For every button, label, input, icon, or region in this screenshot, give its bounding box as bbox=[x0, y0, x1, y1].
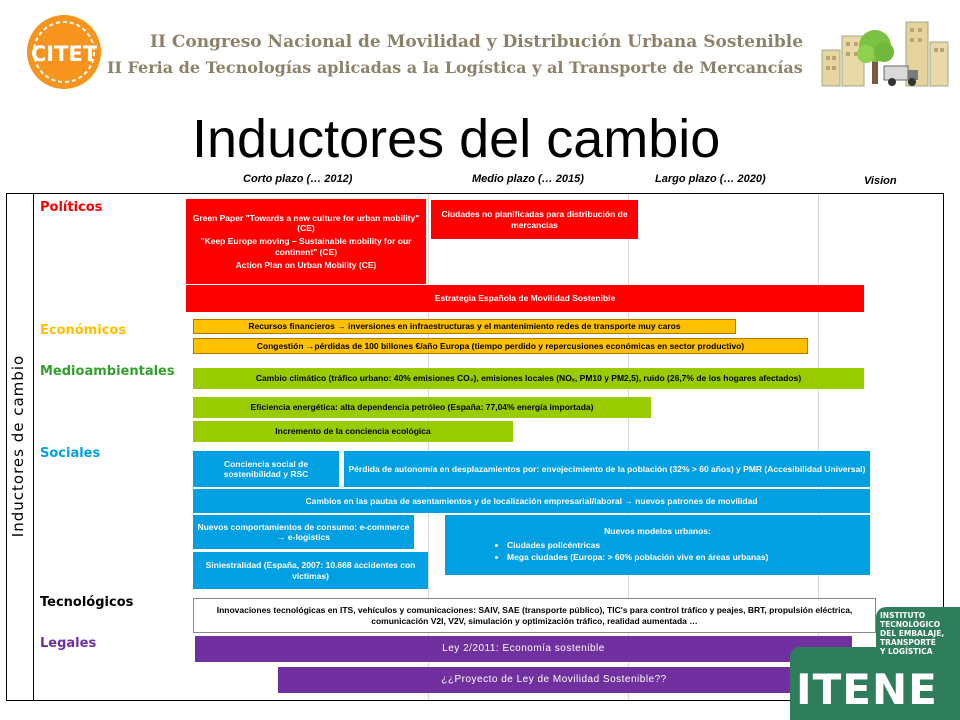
itene-line: TRANSPORTE bbox=[880, 638, 936, 647]
category-sociales: Sociales bbox=[40, 446, 101, 461]
itene-name: ITENE bbox=[796, 665, 938, 714]
box-proyecto-ley-movilidad: ¿¿Proyecto de Ley de Movilidad Sostenible?? bbox=[278, 667, 830, 693]
category-politicos: Políticos bbox=[40, 200, 103, 215]
itene-line: INSTITUTO bbox=[880, 611, 926, 620]
box-green-paper: Green Paper "Towards a new culture for urban mobility" (CE) bbox=[192, 213, 420, 234]
column-short-term: Corto plazo (… 2012) bbox=[243, 173, 353, 185]
citet-logo-text: CITET bbox=[30, 42, 98, 66]
box-estrategia-espanola: Estrategia Española de Movilidad Sostenible bbox=[186, 285, 864, 312]
box-action-plan: Action Plan on Urban Mobility (CE) bbox=[235, 259, 377, 270]
box-recursos-financieros: Recursos financieros → inversiones en infraestructuras y el mantenimiento redes de transporte muy caros bbox=[193, 319, 736, 334]
category-medioambientales: Medioambientales bbox=[40, 364, 175, 379]
box-cambio-climatico: Cambio climático (tráfico urbano: 40% emisiones CO₂), emisiones locales (NOₓ, PM10 y PM2,5), ruido (26,7% de los hogares afectados) bbox=[193, 368, 864, 389]
category-tecnologicos: Tecnológicos bbox=[40, 595, 134, 610]
category-legales: Legales bbox=[40, 636, 97, 651]
box-eficiencia-energetica: Eficiencia energética: alta dependencia petróleo (España: 77,04% energía importada) bbox=[193, 397, 651, 418]
header-line-1: II Congreso Nacional de Movilidad y Distribución Urbana Sostenible bbox=[150, 32, 804, 52]
box-ley-economia-sostenible: Ley 2/2011: Economía sostenible bbox=[195, 636, 852, 662]
modelos-urbanos-list bbox=[489, 538, 768, 564]
itene-line: Y LOGÍSTICA bbox=[880, 647, 933, 656]
box-innovaciones-tecnologicas: Innovaciones tecnológicas en ITS, vehículos y comunicaciones: SAIV, SAE (transporte público), TIC's para control tráfico y peajes, BRT, propulsión eléctrica, comunicación V2I, V2V, simulación y optimización tráfico, realidad aumentada … bbox=[193, 598, 876, 633]
city-illustration bbox=[820, 18, 950, 88]
list-item: • Ciudades policéntricas bbox=[507, 540, 768, 550]
box-ciudades-no-planificadas: Ciudades no planificadas para distribución de mercancías bbox=[431, 200, 638, 239]
box-congestion: Congestión →pérdidas de 100 billones €/año Europa (tiempo perdido y repercusiones económicas en sector productivo) bbox=[193, 338, 808, 354]
column-vision: Vision bbox=[864, 175, 897, 187]
box-keep-europe: "Keep Europe moving – Sustainable mobility for our continent" (CE) bbox=[200, 236, 412, 257]
modelos-urbanos-title: Nuevos modelos urbanos: bbox=[604, 525, 711, 536]
list-item: • Mega ciudades (Europa: > 60% población vive en áreas urbanas) bbox=[507, 552, 768, 562]
citet-logo bbox=[24, 12, 104, 92]
label-column-divider bbox=[33, 193, 34, 701]
column-medium-term: Medio plazo (… 2015) bbox=[472, 173, 584, 185]
box-nuevos-comportamientos: Nuevos comportamientos de consumo: e-commerce → e-logistics bbox=[193, 515, 414, 549]
itene-institute-lines bbox=[880, 611, 960, 656]
box-siniestralidad: Siniestralidad (España, 2007: 10.668 accidentes con víctimas) bbox=[193, 552, 428, 589]
box-conciencia-social: Conciencia social de sostenibilidad y RSC bbox=[193, 451, 339, 487]
box-conciencia-ecologica: Incremento de la conciencia ecológica bbox=[193, 421, 513, 442]
itene-line: TECNOLÓGICO bbox=[880, 620, 941, 629]
vertical-label: Inductores de cambio bbox=[9, 354, 27, 538]
itene-logo bbox=[790, 607, 960, 720]
itene-line: DEL EMBALAJE, bbox=[880, 629, 945, 638]
box-politicos-initiatives bbox=[186, 199, 426, 284]
box-perdida-autonomia: Pérdida de autonomía en desplazamientos por: envejecimiento de la población (32% > 60 años) y PMR (Accesibilidad Universal) bbox=[344, 451, 870, 487]
column-long-term: Largo plazo (… 2020) bbox=[655, 173, 766, 185]
box-cambios-pautas: Cambios en las pautas de asentamientos y de localización empresarial/laboral → nuevos patrones de movilidad bbox=[193, 489, 870, 513]
box-nuevos-modelos-urbanos bbox=[445, 515, 870, 575]
category-economicos: Económicos bbox=[40, 323, 127, 338]
page-title: Inductores del cambio bbox=[192, 109, 721, 169]
header-line-2: II Feria de Tecnologías aplicadas a la Logística y al Transporte de Mercancías bbox=[107, 58, 803, 77]
